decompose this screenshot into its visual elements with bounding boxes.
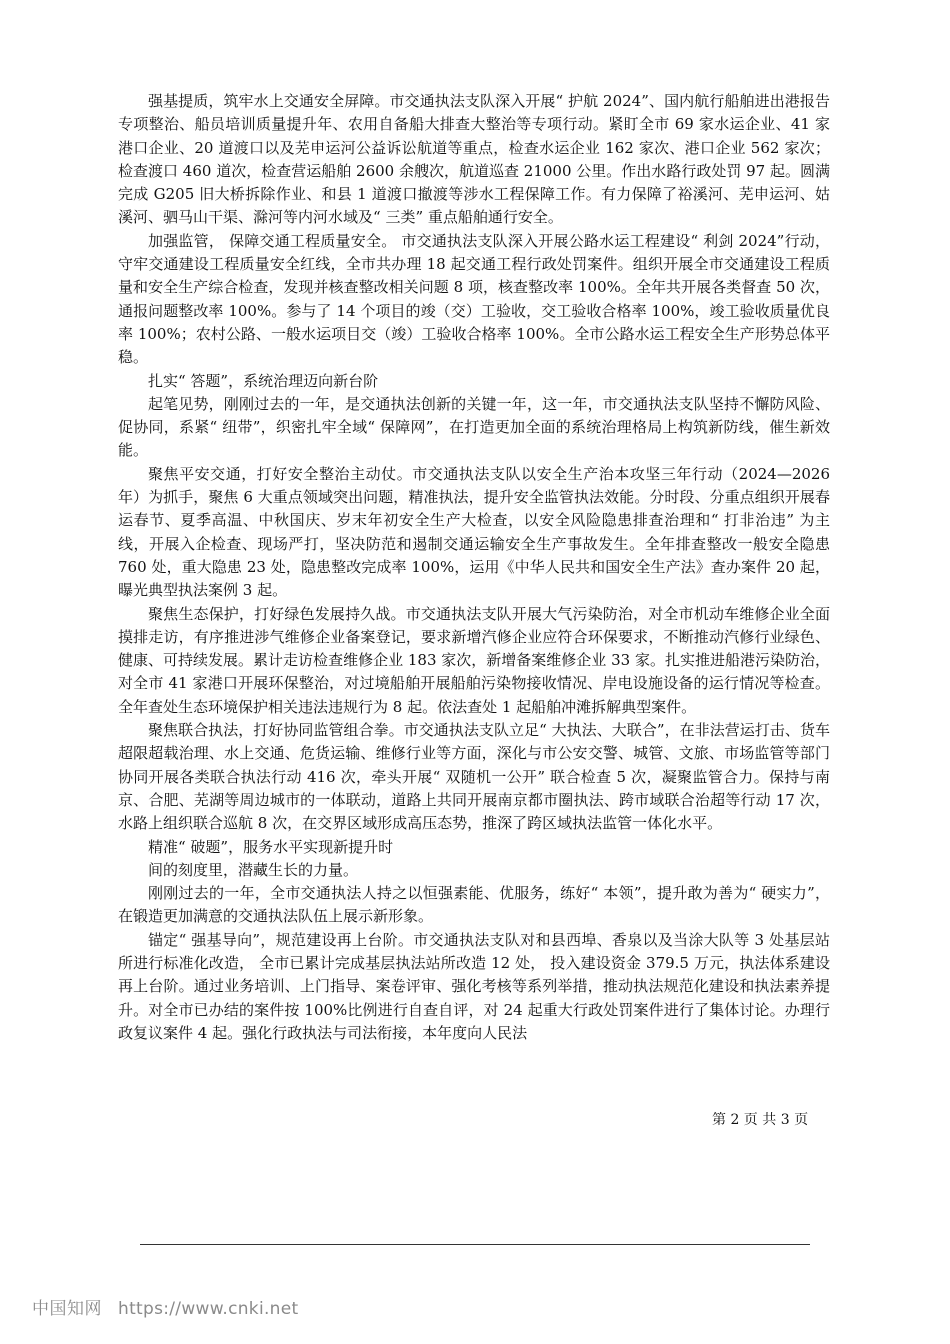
paragraph-grassroots-construction: 锚定“ 强基导向”，规范建设再上台阶。市交通执法支队对和县西埠、香泉以及当涂大队等 3 处基层站所进行标准化改造， 全市已累计完成基层执法站所改造 12 处， 投入建设资金 379.5 万元，执法体系建设再上台阶。通过业务培训、上门指导、案卷评审、强化考核等系列举措，推动执法规范化建设和执法素养提升。对全市已办结的案件按 100%比例进行自查自评，对 24 起重大行政处罚案件进行了集体讨论。办理行政复议案件 4 起。强化行政执法与司法衔接，本年度向人民法 xyxy=(118,930,830,1042)
page-number: 第 2 页 共 3 页 xyxy=(712,1112,809,1128)
watermark-site-name: 中国知网 xyxy=(32,1299,102,1319)
paragraph-water-safety: 强基提质，筑牢水上交通安全屏障。市交通执法支队深入开展“ 护航 2024”、国内航行船舶进出港报告专项整治、船员培训质量提升年、农用自备船大排查大整治等专项行动。紧盯全市 69 家水运企业、41 家港口企业、20 道渡口以及芜申运河公益诉讼航道等重点，检查水运企业 162 家次、港口企业 562 家次；检查渡口 460 道次，检查营运船舶 2600 余艘次，航道巡查 21000 公里。作出水路行政处罚 97 起。圆满完成 G205 旧大桥拆除作业、和县 1 道渡口撤渡等涉水工程保障工作。有力保障了裕溪河、芜申运河、姑溪河、驷马山干渠、滁河等内河水域及“ 三类” 重点船舶通行安全。 xyxy=(118,92,830,227)
watermark-url: https://www.cnki.net xyxy=(118,1299,299,1319)
cnki-watermark xyxy=(32,1294,298,1319)
section-heading-system-governance: 扎实“ 答题”，系统治理迈向新台阶 xyxy=(148,371,379,390)
paragraph-innovation-year: 起笔见势，刚刚过去的一年，是交通执法创新的关键一年，这一年，市交通执法支队坚持不懈防风险、促协同，系紧“ 纽带”，织密扎牢全域“ 保障网”，在打造更加全面的系统治理格局上构筑新防线，催生新效能。 xyxy=(118,394,830,460)
paragraph-growth-strength: 间的刻度里，潜藏生长的力量。 xyxy=(148,860,359,879)
paragraph-joint-enforcement: 聚焦联合执法，打好协同监管组合拳。市交通执法支队立足“ 大执法、大联合”，在非法营运打击、货车超限超载治理、水上交通、危货运输、维修行业等方面，深化与市公安交警、城管、文旅、市场监管等部门协同开展各类联合执法行动 416 次，牵头开展“ 双随机一公开” 联合检查 5 次，凝聚监管合力。保持与南京、合肥、芜湖等周边城市的一体联动，道路上共同开展南京都市圈执法、跨市域联合治超等行动 17 次，水路上组织联合巡航 8 次，在交界区域形成高压态势，推深了跨区域执法监管一体化水平。 xyxy=(118,721,830,833)
document-body xyxy=(118,90,830,1045)
section-heading-service-level: 精准“ 破题”，服务水平实现新提升时 xyxy=(148,837,394,856)
footer-divider xyxy=(140,1244,810,1245)
paragraph-engineering-quality: 加强监管， 保障交通工程质量安全。 市交通执法支队深入开展公路水运工程建设“ 利剑 2024”行动，守牢交通建设工程质量安全红线，全市共办理 18 起交通工程行政处罚案件。组织开展全市交通建设工程质量和安全生产综合检查，发现并核查整改相关问题 8 项，核查整改率 100%。全年共开展各类督查 50 次，通报问题整改率 100%。参与了 14 个项目的竣（交）工验收，交工验收合格率 100%，竣工验收质量优良率 100%；农村公路、一般水运项目交（竣）工验收合格率 100%。全市公路水运工程安全生产形势总体平稳。 xyxy=(118,231,830,367)
paragraph-past-year: 刚刚过去的一年，全市交通执法人持之以恒强素能、优服务，练好“ 本领”，提升敢为善为“ 硬实力”，在锻造更加满意的交通执法队伍上展示新形象。 xyxy=(118,884,830,926)
paragraph-ecological-protection: 聚焦生态保护，打好绿色发展持久战。市交通执法支队开展大气污染防治，对全市机动车维修企业全面摸排走访，有序推进涉气维修企业备案登记，要求新增汽修企业应符合环保要求，不断推动汽修行业绿色、健康、可持续发展。累计走访检查维修企业 183 家次，新增备案维修企业 33 家。扎实推进船港污染防治，对全市 41 家港口开展环保整治，对过境船舶开展船舶污染物接收情况、岸电设施设备的运行情况等检查。全年查处生态环境保护相关违法违规行为 8 起。依法查处 1 起船舶冲滩拆解典型案件。 xyxy=(118,604,830,716)
paragraph-safe-traffic: 聚焦平安交通，打好安全整治主动仗。市交通执法支队以安全生产治本攻坚三年行动（2024—2026 年）为抓手，聚焦 6 大重点领域突出问题，精准执法，提升安全监管执法效能。分时段、分重点组织开展春运春节、夏季高温、中秋国庆、岁末年初安全生产大检查，以安全风险隐患排查治理和“ 打非治违” 为主线，开展入企检查、现场严打，坚决防范和遏制交通运输安全生产事故发生。全年排查整改一般安全隐患 760 处，重大隐患 23 处，隐患整改完成率 100%，运用《中华人民共和国安全生产法》查办案件 20 起，曝光典型执法案例 3 起。 xyxy=(118,464,830,600)
